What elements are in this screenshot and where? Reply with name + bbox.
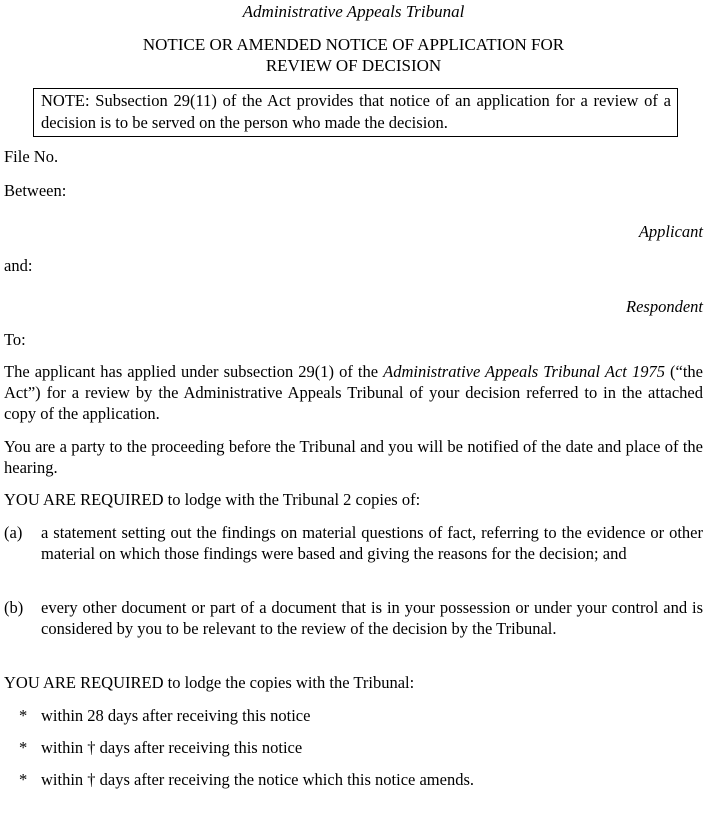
party-paragraph: You are a party to the proceeding before the Tribunal and you will be notified of the date and place of the hearing.	[4, 437, 703, 477]
required-copies-heading: YOU ARE REQUIRED to lodge with the Tribunal 2 copies of:	[4, 490, 421, 509]
applicant-label: Applicant	[638, 222, 703, 241]
deadline-text: within 28 days after receiving this notice	[41, 706, 311, 725]
asterisk-marker: *	[19, 706, 28, 725]
form-title-line-2: REVIEW OF DECISION	[265, 56, 442, 75]
asterisk-marker: *	[19, 770, 28, 789]
and-label: and:	[4, 256, 33, 275]
respondent-label: Respondent	[626, 297, 703, 316]
form-title-line-1: NOTICE OR AMENDED NOTICE OF APPLICATION FOR	[142, 35, 565, 54]
application-text-start: The applicant has applied under subsection 29(1) of the	[4, 362, 384, 381]
application-paragraph	[4, 361, 703, 424]
deadline-text: within † days after receiving this notice	[41, 738, 303, 757]
asterisk-marker: *	[19, 738, 28, 757]
to-label: To:	[4, 330, 26, 349]
between-label: Between:	[4, 181, 67, 200]
application-text-end: (“the Act”) for a review by the Administrative Appeals Tribunal of your decision referred to in the attached copy of the application.	[4, 362, 704, 423]
agency-name: Administrative Appeals Tribunal	[242, 2, 465, 21]
required-lodge-heading: YOU ARE REQUIRED to lodge the copies with the Tribunal:	[4, 673, 415, 692]
list-item-text: a statement setting out the findings on material questions of fact, referring to the evidence or other material on which those findings were based and giving the reasons for the decision; and	[41, 523, 703, 563]
note-box: NOTE: Subsection 29(11) of the Act provides that notice of an application for a review of a decision is to be served on the person who made the decision.	[33, 88, 678, 137]
list-item-text: every other document or part of a document that is in your possession or under your control and is considered by you to be relevant to the review of the decision by the Tribunal.	[41, 598, 703, 638]
file-no-label: File No.	[4, 147, 59, 166]
form-title	[4, 34, 703, 76]
list-item-label: (b)	[4, 598, 24, 617]
list-item-label: (a)	[4, 523, 23, 542]
deadline-text: within † days after receiving the notice which this notice amends.	[41, 770, 474, 789]
act-title: Administrative Appeals Tribunal Act 1975	[383, 362, 665, 381]
